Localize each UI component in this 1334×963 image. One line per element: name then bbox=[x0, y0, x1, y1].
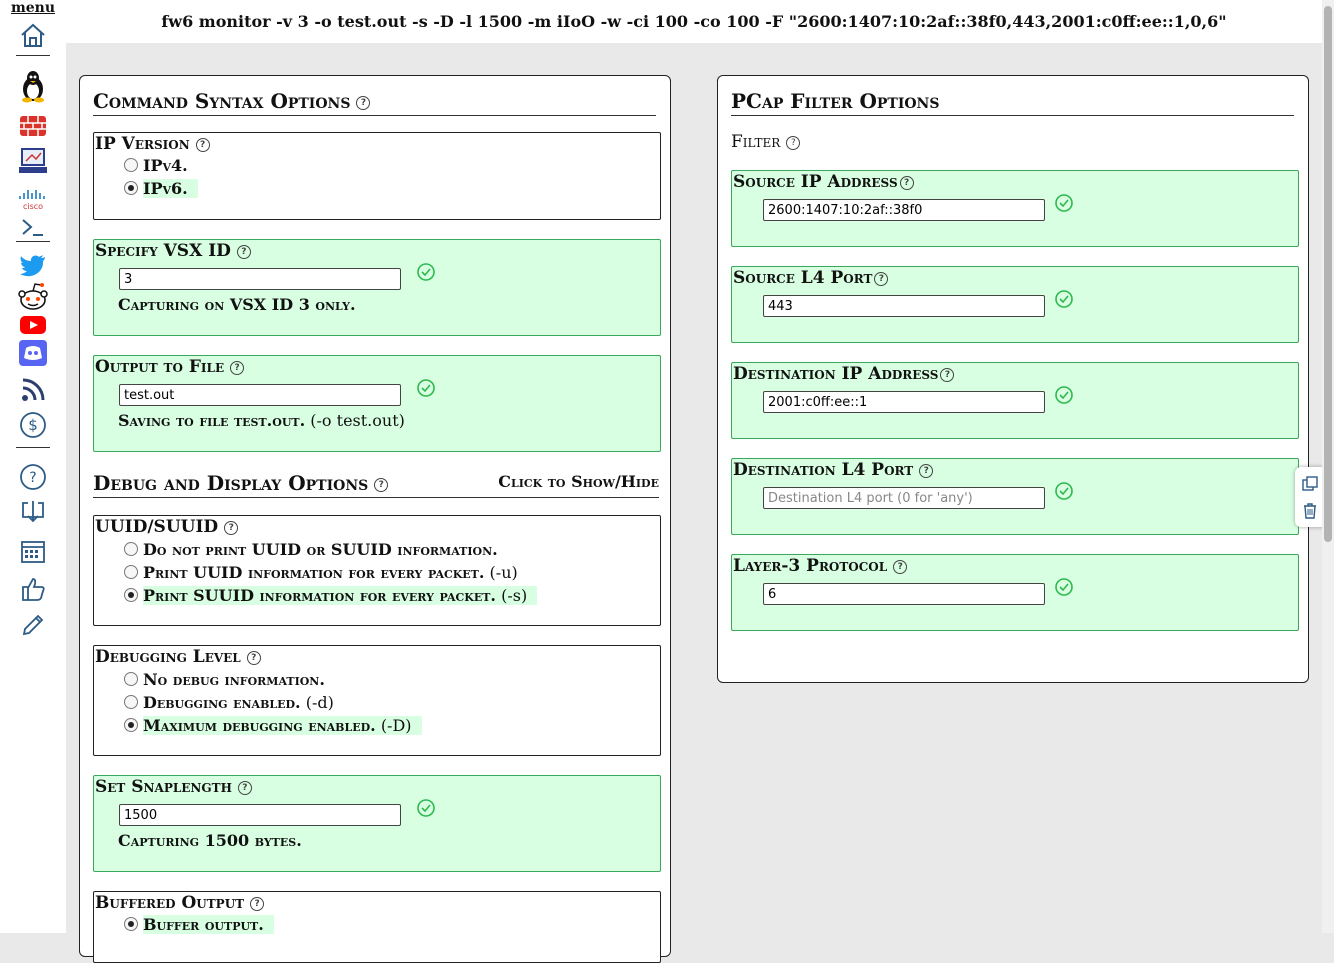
pcap-filter-panel bbox=[717, 75, 1309, 683]
valid-check-icon bbox=[1054, 481, 1074, 501]
help-icon[interactable]: ? bbox=[940, 368, 954, 382]
command-syntax-panel bbox=[79, 75, 671, 957]
panel-title: Command Syntax Options ? bbox=[93, 89, 656, 116]
command-line: fw6 monitor -v 3 -o test.out -s -D -l 1500 -m iIoO -w -ci 100 -co 100 -F "2600:1407:10:2af::38f0,443,2001:c0ff:ee::1,0,6" bbox=[66, 0, 1322, 43]
cisco-icon[interactable] bbox=[17, 184, 49, 214]
svg-text:?: ? bbox=[29, 470, 37, 486]
firewall-icon[interactable] bbox=[17, 111, 49, 141]
valid-check-icon bbox=[416, 798, 436, 818]
uuid-option-s[interactable]: Print SUUID information for every packet. (-s) bbox=[124, 585, 537, 605]
radio-button[interactable] bbox=[124, 181, 138, 195]
snaplength-group: Set Snaplength ? 1500 Capturing 1500 bytes. bbox=[93, 775, 661, 872]
help-icon[interactable]: ? bbox=[900, 176, 914, 190]
thumbs-up-icon[interactable] bbox=[17, 574, 49, 604]
radio-button[interactable] bbox=[124, 158, 138, 172]
destination-port-input[interactable] bbox=[763, 487, 1045, 509]
scrollbar-thumb[interactable] bbox=[1324, 6, 1332, 542]
twitter-icon[interactable] bbox=[17, 250, 49, 280]
ip-version-group: IP Version ? IPv4. IPv6. bbox=[93, 132, 661, 220]
radio-button[interactable] bbox=[124, 718, 138, 732]
monitor-icon[interactable] bbox=[17, 146, 49, 176]
panel-title: PCap Filter Options bbox=[731, 89, 1294, 116]
help-icon[interactable]: ? bbox=[919, 464, 933, 478]
svg-text:$: $ bbox=[28, 416, 38, 434]
source-port-input[interactable] bbox=[763, 295, 1045, 317]
dollar-icon[interactable] bbox=[17, 410, 49, 440]
help-icon[interactable]: ? bbox=[224, 521, 238, 535]
radio-button[interactable] bbox=[124, 565, 138, 579]
radio-button[interactable] bbox=[124, 542, 138, 556]
help-icon[interactable]: ? bbox=[374, 478, 388, 492]
valid-check-icon bbox=[1054, 193, 1074, 213]
cisco-text: cisco bbox=[22, 202, 44, 211]
radio-button[interactable] bbox=[124, 917, 138, 931]
valid-check-icon bbox=[1054, 577, 1074, 597]
ipv6-option[interactable]: IPv6. bbox=[124, 178, 198, 198]
destination-port-group: Destination L4 Port ? Destination L4 port (0 for 'any') bbox=[731, 458, 1299, 535]
valid-check-icon bbox=[416, 262, 436, 282]
source-ip-input[interactable] bbox=[763, 199, 1045, 221]
terminal-icon[interactable] bbox=[17, 212, 49, 242]
destination-ip-input[interactable] bbox=[763, 391, 1045, 413]
debug-option-none[interactable]: No debug information. bbox=[124, 669, 335, 689]
source-ip-group: Source IP Address ? 2600:1407:10:2af::38f0 bbox=[731, 170, 1299, 247]
source-port-group: Source L4 Port ? 443 bbox=[731, 266, 1299, 343]
pencil-icon[interactable] bbox=[17, 610, 49, 640]
filter-label: Filter ? bbox=[731, 132, 800, 152]
download-icon[interactable] bbox=[17, 498, 49, 528]
scrollbar[interactable] bbox=[1322, 0, 1334, 933]
help-icon[interactable]: ? bbox=[786, 136, 800, 150]
reddit-icon[interactable] bbox=[17, 282, 49, 312]
buffer-output-option[interactable]: Buffer output. bbox=[124, 914, 274, 934]
help-icon[interactable]: ? bbox=[893, 560, 907, 574]
debug-option-d[interactable]: Debugging enabled. (-d) bbox=[124, 692, 344, 712]
help-icon[interactable]: ? bbox=[356, 96, 370, 110]
snaplength-input[interactable] bbox=[119, 804, 401, 826]
buffered-output-group: Buffered Output ? Buffer output. bbox=[93, 891, 661, 963]
rss-icon[interactable] bbox=[17, 375, 49, 405]
calendar-icon[interactable] bbox=[17, 536, 49, 566]
ipv4-option[interactable]: IPv4. bbox=[124, 155, 198, 175]
copy-icon[interactable] bbox=[1301, 475, 1319, 493]
youtube-icon[interactable] bbox=[17, 310, 49, 340]
help-icon[interactable]: ? bbox=[237, 245, 251, 259]
destination-ip-group: Destination IP Address ? 2001:c0ff:ee::1 bbox=[731, 362, 1299, 439]
help-icon[interactable]: ? bbox=[247, 651, 261, 665]
layer3-protocol-input[interactable] bbox=[763, 583, 1045, 605]
layer3-protocol-group: Layer-3 Protocol ? 6 bbox=[731, 554, 1299, 631]
radio-button[interactable] bbox=[124, 695, 138, 709]
show-hide-toggle[interactable]: Click to Show/Hide bbox=[498, 472, 659, 491]
uuid-group: UUID/SUUID ? Do not print UUID or SUUID information. Print UUID information for every packet. (-u) Print SUUID information for every packet. (-s) bbox=[93, 515, 661, 626]
help-icon[interactable]: ? bbox=[230, 361, 244, 375]
valid-check-icon bbox=[416, 378, 436, 398]
discord-icon[interactable] bbox=[17, 338, 49, 368]
floating-toolbar bbox=[1295, 467, 1325, 527]
help-icon[interactable]: ? bbox=[196, 138, 210, 152]
valid-check-icon bbox=[1054, 385, 1074, 405]
vsx-id-input[interactable] bbox=[119, 268, 401, 290]
valid-check-icon bbox=[1054, 289, 1074, 309]
vsx-id-group: Specify VSX ID ? 3 Capturing on VSX ID 3 only. bbox=[93, 239, 661, 336]
uuid-option-none[interactable]: Do not print UUID or SUUID information. bbox=[124, 539, 508, 559]
radio-button[interactable] bbox=[124, 672, 138, 686]
home-icon[interactable] bbox=[17, 20, 49, 50]
menu-link[interactable]: menu bbox=[10, 0, 56, 16]
uuid-option-u[interactable]: Print UUID information for every packet. (-u) bbox=[124, 562, 528, 582]
help-icon[interactable]: ? bbox=[250, 897, 264, 911]
radio-button[interactable] bbox=[124, 588, 138, 602]
linux-icon[interactable] bbox=[17, 71, 49, 101]
sidebar bbox=[0, 0, 66, 933]
output-file-group: Output to File ? test.out Saving to file test.out. (-o test.out) bbox=[93, 355, 661, 452]
debug-level-group: Debugging Level ? No debug information. Debugging enabled. (-d) Maximum debugging enabled. (-D) bbox=[93, 645, 661, 756]
debug-option-max[interactable]: Maximum debugging enabled. (-D) bbox=[124, 715, 422, 735]
output-file-input[interactable] bbox=[119, 384, 401, 406]
help-icon[interactable]: ? bbox=[874, 272, 888, 286]
debug-section-header: Debug and Display Options ? Click to Show/Hide bbox=[93, 471, 659, 498]
trash-icon[interactable] bbox=[1301, 502, 1319, 520]
help-icon[interactable] bbox=[17, 462, 49, 492]
help-icon[interactable]: ? bbox=[238, 781, 252, 795]
